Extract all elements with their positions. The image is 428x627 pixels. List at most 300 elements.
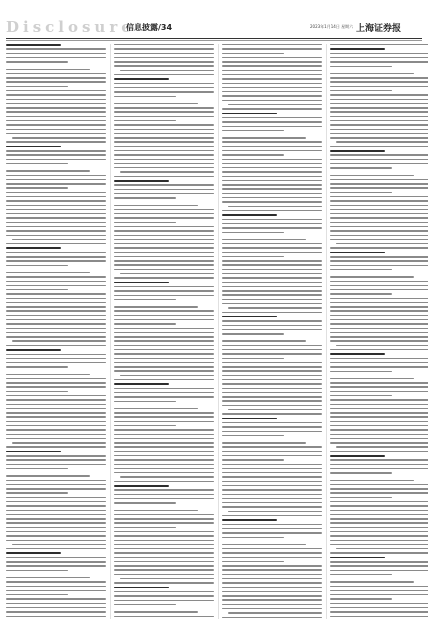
text-line (114, 434, 214, 435)
text-line (222, 210, 322, 211)
text-line (6, 577, 90, 578)
text-line (6, 557, 106, 558)
text-line (6, 319, 106, 320)
text-line (114, 323, 176, 324)
text-line (222, 264, 322, 265)
text-line (6, 120, 106, 121)
text-line (330, 421, 428, 422)
text-line (6, 230, 106, 231)
text-line (222, 252, 322, 253)
text-line (6, 293, 106, 294)
text-line (120, 578, 214, 579)
text-line (330, 167, 392, 168)
text-line (114, 146, 214, 147)
text-line (222, 74, 322, 75)
text-line (222, 388, 322, 389)
text-line (6, 429, 106, 430)
text-line (114, 264, 214, 265)
text-line (222, 239, 306, 240)
text-line (330, 285, 428, 286)
text-line (114, 57, 214, 58)
text-line (114, 349, 214, 350)
text-line (222, 515, 322, 516)
text-line (330, 205, 428, 206)
text-line (330, 159, 428, 160)
text-line (6, 590, 106, 591)
text-line (330, 488, 428, 489)
text-line (6, 386, 106, 387)
text-line (330, 175, 414, 176)
text-line (222, 121, 322, 122)
text-line (114, 159, 214, 160)
text-line (114, 412, 214, 413)
text-line (6, 459, 106, 460)
text-line (6, 382, 106, 383)
text-line (222, 481, 322, 482)
text-line (6, 374, 90, 375)
text-line (114, 226, 214, 227)
text-line (330, 256, 428, 257)
text-line (6, 124, 106, 125)
text-line (330, 57, 428, 58)
text-line (222, 366, 322, 367)
text-line (114, 358, 214, 359)
text-line (222, 44, 322, 45)
text-line (114, 535, 214, 536)
text-line (6, 581, 106, 582)
text-line (6, 345, 106, 346)
text-line (114, 485, 169, 487)
text-line (6, 81, 106, 82)
text-line (12, 442, 106, 443)
text-line (114, 116, 214, 117)
text-line (330, 73, 414, 74)
text-line (114, 611, 198, 612)
text-line (12, 544, 106, 545)
text-line (222, 353, 322, 354)
text-line (6, 492, 68, 493)
text-line (114, 510, 198, 511)
text-line (6, 111, 106, 112)
text-line (6, 170, 90, 171)
text-line (6, 497, 106, 498)
text-line (330, 209, 428, 210)
text-line (114, 451, 214, 452)
text-line (222, 70, 322, 71)
text-line (114, 315, 214, 316)
text-line (114, 370, 214, 371)
text-line (222, 223, 322, 224)
text-line (330, 94, 428, 95)
text-line (6, 570, 68, 571)
text-line (6, 73, 106, 74)
text-line (222, 459, 284, 460)
text-line (114, 548, 214, 549)
text-line (330, 362, 428, 363)
text-line (114, 366, 214, 367)
text-line (114, 498, 214, 499)
text-line (114, 209, 214, 210)
text-line (222, 498, 322, 499)
text-line (222, 243, 322, 244)
text-line (6, 586, 106, 587)
text-line (114, 494, 214, 495)
page-header (6, 18, 422, 38)
text-line (114, 295, 214, 296)
text-line (330, 603, 428, 604)
text-line (114, 388, 214, 389)
text-line (6, 522, 106, 523)
text-line (6, 53, 106, 54)
text-line (330, 44, 428, 45)
text-line (114, 141, 214, 142)
text-line (330, 137, 428, 138)
column-divider (110, 44, 111, 619)
text-line (6, 354, 106, 355)
text-line (6, 446, 106, 447)
text-line (114, 362, 214, 363)
text-line (6, 306, 106, 307)
text-line (6, 48, 106, 49)
text-line (114, 61, 214, 62)
text-line (222, 340, 306, 341)
text-line (114, 222, 176, 223)
text-line (114, 120, 176, 121)
text-line (222, 557, 322, 558)
text-line (114, 154, 214, 155)
text-line (222, 141, 322, 142)
text-line (6, 247, 61, 249)
text-line (222, 464, 322, 465)
text-line (330, 544, 428, 545)
text-line (114, 446, 214, 447)
text-line (330, 598, 392, 599)
text-line (114, 197, 176, 198)
text-line (222, 193, 322, 194)
text-line (222, 126, 322, 127)
text-line (330, 451, 428, 452)
text-line (6, 281, 106, 282)
text-line (6, 594, 68, 595)
text-line (6, 349, 61, 351)
text-line (114, 167, 214, 168)
text-line (6, 146, 61, 148)
text-line (228, 307, 322, 308)
text-line (330, 252, 385, 254)
text-line (6, 438, 106, 439)
text-line (6, 205, 106, 206)
text-line (6, 464, 106, 465)
text-line (330, 230, 428, 231)
text-line (330, 332, 428, 333)
text-line (114, 557, 214, 558)
text-line (114, 269, 214, 270)
text-line (114, 247, 214, 248)
text-line (6, 272, 90, 273)
text-line (114, 336, 214, 337)
text-line (114, 91, 214, 92)
text-line (114, 472, 214, 473)
text-line (330, 574, 392, 575)
text-line (114, 569, 214, 570)
text-line (330, 434, 428, 435)
text-line (330, 48, 385, 50)
text-line (330, 276, 414, 277)
text-line (114, 540, 214, 541)
text-line (330, 464, 428, 465)
text-line (6, 412, 106, 413)
text-line (114, 83, 214, 84)
text-line (330, 590, 428, 591)
text-line (222, 548, 322, 549)
text-line (222, 176, 322, 177)
text-line (114, 332, 214, 333)
text-line (6, 265, 68, 266)
text-line (330, 586, 428, 587)
text-line (6, 395, 106, 396)
text-line (114, 193, 214, 194)
text-line (222, 544, 306, 545)
text-line (222, 595, 322, 596)
text-line (330, 366, 428, 367)
text-line (6, 99, 106, 100)
text-line (6, 561, 106, 562)
text-line (6, 163, 68, 164)
text-line (330, 570, 428, 571)
text-line (114, 189, 214, 190)
text-line (222, 117, 322, 118)
text-line (222, 325, 322, 326)
text-line (222, 455, 322, 456)
text-line (330, 353, 385, 355)
text-line (6, 404, 106, 405)
text-line (222, 150, 322, 151)
text-line (330, 196, 428, 197)
text-line (120, 476, 214, 477)
text-line (6, 336, 106, 337)
text-line (330, 213, 428, 214)
text-line (114, 438, 214, 439)
dateline: 2023年1月14日 星期六 (310, 24, 354, 29)
text-line (6, 468, 68, 469)
text-line (330, 416, 428, 417)
text-line (114, 616, 214, 617)
text-line (222, 422, 322, 423)
text-line (6, 616, 106, 617)
text-line (330, 531, 428, 532)
text-line (114, 574, 214, 575)
text-line (120, 375, 214, 376)
text-line (222, 333, 284, 334)
text-line (330, 124, 428, 125)
text-line (114, 319, 214, 320)
text-line (330, 607, 428, 608)
text-line (222, 269, 322, 270)
text-line (222, 227, 322, 228)
text-line (330, 146, 428, 147)
text-line (222, 358, 284, 359)
text-line (222, 413, 322, 414)
text-line (114, 442, 214, 443)
text-line (114, 230, 214, 231)
text-line (114, 124, 214, 125)
text-line (222, 451, 322, 452)
column-1 (6, 44, 106, 619)
text-line (6, 514, 106, 515)
text-line (6, 302, 106, 303)
text-line (228, 206, 322, 207)
text-line (114, 65, 214, 66)
text-line (330, 514, 428, 515)
newspaper-name: 上海证券报 (356, 24, 402, 34)
text-line (6, 323, 106, 324)
text-line (222, 312, 322, 313)
text-line (6, 488, 106, 489)
text-line (6, 276, 106, 277)
text-line (222, 435, 284, 436)
text-line (12, 137, 106, 138)
text-line (222, 561, 284, 562)
text-line (114, 522, 214, 523)
text-line (222, 418, 277, 420)
text-line (336, 345, 428, 346)
text-line (222, 53, 284, 54)
text-line (330, 226, 428, 227)
text-line (114, 53, 214, 54)
text-line (330, 616, 428, 617)
text-line (330, 302, 428, 303)
disclosure-brand: Disclosure (6, 18, 135, 36)
text-line (6, 315, 106, 316)
text-line (114, 582, 214, 583)
text-line (330, 371, 392, 372)
text-line (336, 446, 428, 447)
text-line (114, 561, 214, 562)
text-line (222, 65, 322, 66)
text-line (6, 425, 106, 426)
text-line (330, 310, 428, 311)
text-line (6, 505, 106, 506)
text-line (330, 86, 428, 87)
text-line (222, 87, 322, 88)
text-line (330, 61, 428, 62)
text-line (330, 358, 428, 359)
text-line (222, 108, 322, 109)
text-line (114, 514, 214, 515)
text-line (222, 303, 322, 304)
text-line (114, 340, 214, 341)
text-line (336, 548, 428, 549)
text-line (222, 587, 322, 588)
text-line (330, 455, 385, 457)
text-line (6, 328, 106, 329)
text-line (330, 438, 428, 439)
text-line (114, 290, 214, 291)
text-line (6, 366, 68, 367)
text-line (6, 607, 106, 608)
text-line (6, 598, 106, 599)
text-line (6, 527, 106, 528)
text-line (330, 378, 414, 379)
text-line (330, 260, 428, 261)
text-line (222, 617, 322, 618)
text-line (6, 226, 106, 227)
text-line (330, 239, 428, 240)
text-line (222, 405, 322, 406)
text-line (330, 561, 428, 562)
text-line (330, 408, 428, 409)
text-line (228, 409, 322, 410)
text-line (114, 379, 214, 380)
text-line (330, 552, 428, 553)
text-line (222, 608, 322, 609)
text-line (222, 91, 322, 92)
text-line (114, 544, 214, 545)
text-line (330, 611, 428, 612)
text-line (6, 44, 61, 46)
text-line (6, 484, 106, 485)
text-line (330, 163, 428, 164)
text-line (336, 141, 428, 142)
text-line (114, 243, 214, 244)
text-line (6, 408, 106, 409)
text-line (114, 87, 214, 88)
text-line (330, 518, 428, 519)
text-line (6, 451, 61, 453)
text-line (222, 61, 322, 62)
text-line (330, 399, 428, 400)
text-line (6, 535, 106, 536)
text-line (6, 243, 106, 244)
text-line (330, 315, 428, 316)
text-line (6, 603, 106, 604)
text-line (6, 611, 106, 612)
text-line (114, 252, 214, 253)
text-line (6, 150, 106, 151)
text-line (6, 518, 106, 519)
text-line (330, 557, 385, 559)
text-line (222, 201, 322, 202)
text-line (222, 232, 284, 233)
text-line (6, 61, 68, 62)
text-line (330, 200, 428, 201)
text-line (114, 103, 198, 104)
text-line (222, 502, 322, 503)
text-line (222, 290, 322, 291)
text-line (114, 565, 214, 566)
text-line (330, 81, 428, 82)
text-line (330, 183, 428, 184)
text-line (330, 150, 385, 152)
text-line (330, 336, 428, 337)
text-line (330, 459, 428, 460)
text-line (222, 524, 322, 525)
text-line (222, 528, 322, 529)
text-line (330, 501, 428, 502)
text-line (222, 282, 322, 283)
text-line (222, 379, 322, 380)
text-line (222, 468, 322, 469)
text-line (222, 273, 322, 274)
text-line (222, 552, 322, 553)
text-line (12, 340, 106, 341)
text-line (330, 404, 428, 405)
text-line (114, 217, 214, 218)
text-line (6, 57, 106, 58)
text-line (114, 459, 214, 460)
text-line (330, 492, 428, 493)
text-line (330, 217, 428, 218)
